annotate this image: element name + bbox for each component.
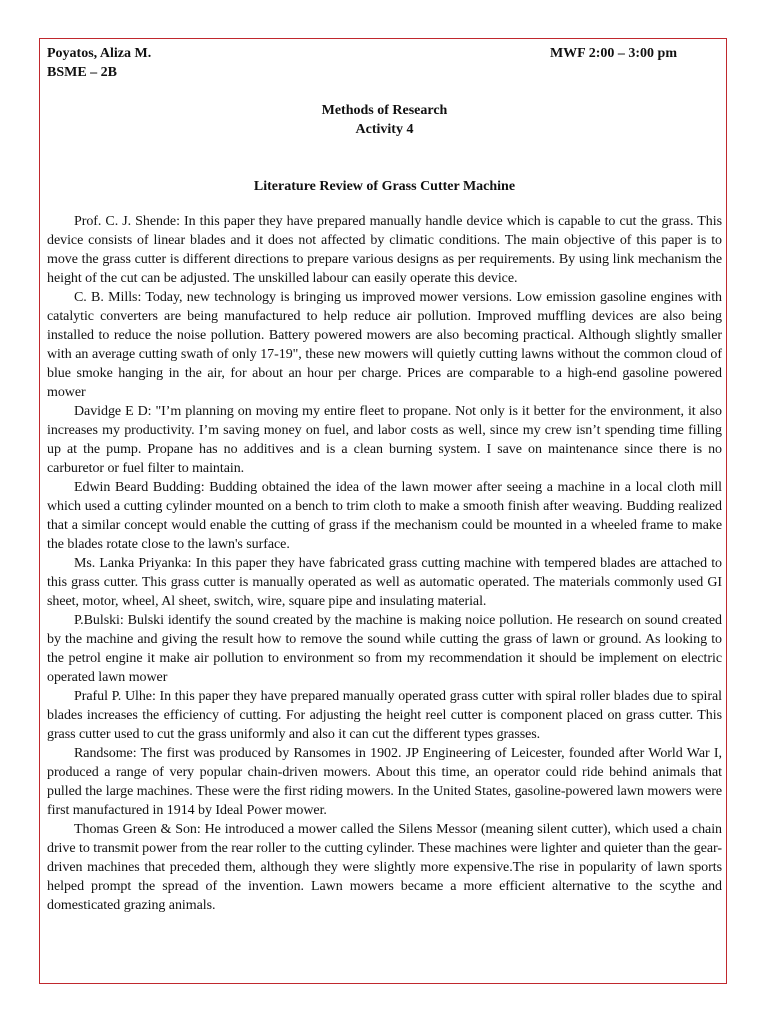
- paragraph-ulhe: Praful P. Ulhe: In this paper they have prepared manually operated grass cutter with spiral roller blades due to spiral blades increases the efficiency of cutting. For adjusting the height reel cutter is component placed on grass cutter. This grass cutter used to cut the grass uniformly and also it can cut the different types grasses.: [47, 689, 722, 742]
- header-row: [47, 44, 722, 63]
- title-block: [47, 101, 722, 139]
- activity-title: Activity 4: [355, 122, 414, 137]
- course-section: BSME – 2B: [47, 65, 118, 80]
- course-title: Methods of Research: [321, 103, 448, 118]
- paragraph-bulski: P.Bulski: Bulski identify the sound created by the machine is making noice pollution. He research on sound created by the machine and giving the result how to remove the sound while cutting the grass of lawn or ground. As looking to the petrol engine it make air pollution to environment so from my recommendation it should be implement on electric operated lawn mower: [47, 613, 722, 685]
- document-body: [47, 44, 722, 915]
- paragraph-green: Thomas Green & Son: He introduced a mower called the Silens Messor (meaning silent cutter), which used a chain drive to transmit power from the rear roller to the cutting cylinder. These machines were lighter and quieter than the gear-driven machines that preceded them, although they were slightly more expensive.The rise in popularity of lawn sports helped prompt the spread of the invention. Lawn mowers became a more efficient alternative to the scythe and domesticated grazing animals.: [47, 822, 722, 913]
- review-title: Literature Review of Grass Cutter Machine: [253, 179, 516, 194]
- paragraph-randsome: Randsome: The first was produced by Ransomes in 1902. JP Engineering of Leicester, founded after World War I, produced a range of very popular chain-driven mowers. About this time, an operator could ride behind animals that pulled the large machines. These were the first riding mowers. In the United States, gasoline-powered lawn mowers were first manufactured in 1914 by Ideal Power mower.: [47, 746, 722, 818]
- paragraph-mills: C. B. Mills: Today, new technology is bringing us improved mower versions. Low emission gasoline engines with catalytic converters are being manufactured to help reduce air pollution. Improved muffling devices are also being installed to reduce the noise pollution. Battery powered mowers are also becoming practical. Although slightly smaller with an average cutting swath of only 17-19", these new mowers will quietly cutting lawns without the common cloud of blue smoke hanging in the air, for about an hour per charge. Prices are comparable to a high-end gasoline powered mower: [47, 290, 722, 400]
- paragraph-davidge: Davidge E D: "I’m planning on moving my entire fleet to propane. Not only is it better for the environment, it also increases my productivity. I’m saving money on fuel, and labor costs as well, since my crew isn’t spending time filling up at the pump. Propane has no additives and is a clean burning system. I save on maintenance since there is no carburetor or fuel filter to maintain.: [47, 404, 722, 476]
- paragraph-shende: Prof. C. J. Shende: In this paper they have prepared manually handle device which is capable to cut the grass. This device consists of linear blades and it does not affected by climatic conditions. The main objective of this paper is to move the grass cutter is different directions to prepare various designs as per requirements. By using link mechanism the height of the cut can be adjusted. The unskilled labour can easily operate this device.: [47, 214, 722, 286]
- paragraph-priyanka: Ms. Lanka Priyanka: In this paper they have fabricated grass cutting machine with tempered blades are attached to this grass cutter. This grass cutter is manually operated as well as automatic operated. The materials commonly used GI sheet, motor, wheel, Al sheet, switch, wire, square pipe and insulating material.: [47, 556, 722, 609]
- student-name: Poyatos, Aliza M.: [47, 46, 152, 61]
- class-schedule: MWF 2:00 – 3:00 pm: [549, 46, 677, 61]
- paragraph-budding: Edwin Beard Budding: Budding obtained the idea of the lawn mower after seeing a machine in a local cloth mill which used a cutting cylinder mounted on a bench to trim cloth to make a smooth finish after weaving. Budding realized that a similar concept would enable the cutting of grass if the mechanism could be mounted in a wheeled frame to make the blades rotate close to the lawn's surface.: [47, 480, 722, 552]
- review-paragraphs: [47, 212, 722, 915]
